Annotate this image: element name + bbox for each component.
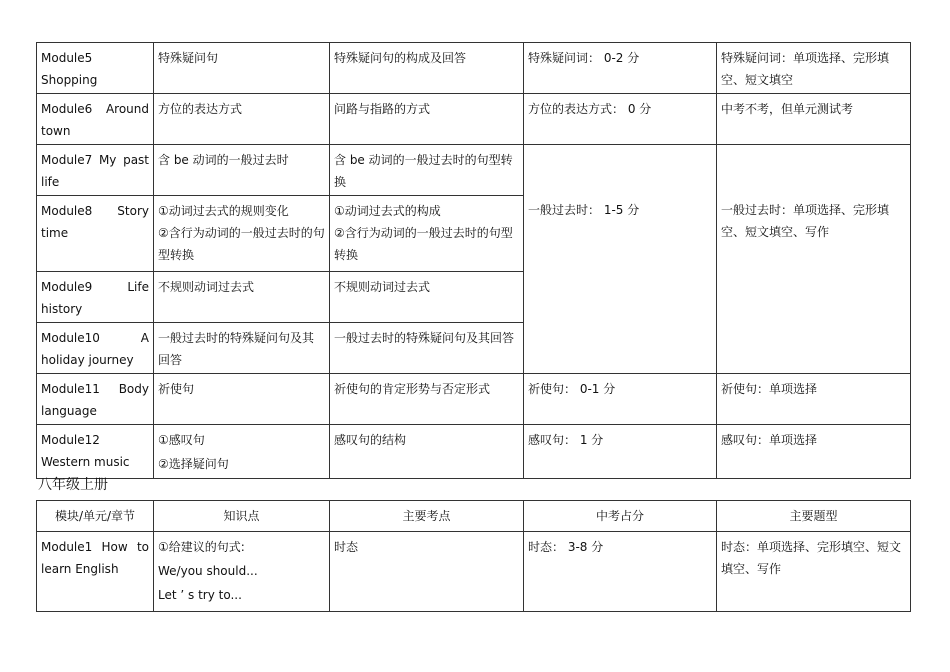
module-cell: Module9 Life history (37, 272, 154, 323)
knowledge-cell: 特殊疑问句 (154, 43, 330, 94)
exam-point-item: ②含行为动词的一般过去时的句型转换 (334, 226, 513, 262)
exam-points-cell: 特殊疑问句的构成及回答 (330, 43, 524, 94)
header-knowledge: 知识点 (154, 501, 330, 532)
table-row (37, 94, 911, 145)
score-cell: 祈使句： 0-1 分 (524, 374, 717, 425)
table-row (37, 532, 911, 612)
table-row (37, 145, 911, 196)
knowledge-item: Let ’ s try to... (158, 588, 242, 602)
exam-points-cell: 感叹句的结构 (330, 425, 524, 479)
exam-points-cell: 祈使句的肯定形势与否定形式 (330, 374, 524, 425)
table-row (37, 374, 911, 425)
module-cell: Module1 How to learn English (37, 532, 154, 612)
exam-point-item: ①动词过去式的构成 (334, 204, 441, 218)
knowledge-cell: 祈使句 (154, 374, 330, 425)
header-question-types: 主要题型 (717, 501, 911, 532)
knowledge-cell (154, 532, 330, 612)
module-cell: Module6 Around town (37, 94, 154, 145)
table-header-row (37, 501, 911, 532)
score-cell: 感叹句： 1 分 (524, 425, 717, 479)
exam-points-cell: 时态 (330, 532, 524, 612)
table-row (37, 43, 911, 94)
knowledge-cell: 含 be 动词的一般过去时 (154, 145, 330, 196)
module-cell: Module10 A holiday journey (37, 323, 154, 374)
knowledge-item: ①感叹句 (158, 433, 205, 447)
knowledge-cell: 不规则动词过去式 (154, 272, 330, 323)
question-types-cell: 时态：单项选择、完形填空、短文填空、写作 (717, 532, 911, 612)
knowledge-item: ②选择疑问句 (158, 457, 229, 471)
knowledge-cell (154, 196, 330, 272)
exam-points-cell: 问路与指路的方式 (330, 94, 524, 145)
score-cell: 时态： 3-8 分 (524, 532, 717, 612)
question-types-cell: 中考不考，但单元测试考 (717, 94, 911, 145)
exam-points-cell: 含 be 动词的一般过去时的句型转换 (330, 145, 524, 196)
module-cell: Module12 Western music (37, 425, 154, 479)
header-exam-points: 主要考点 (330, 501, 524, 532)
knowledge-cell (154, 425, 330, 479)
knowledge-cell: 方位的表达方式 (154, 94, 330, 145)
module-cell: Module5 Shopping (37, 43, 154, 94)
header-score: 中考占分 (524, 501, 717, 532)
module-cell: Module8 Story time (37, 196, 154, 272)
module-cell: Module7 My past life (37, 145, 154, 196)
header-module: 模块/单元/章节 (37, 501, 154, 532)
table-row (37, 425, 911, 479)
exam-points-cell: 一般过去时的特殊疑问句及其回答 (330, 323, 524, 374)
score-cell: 一般过去时： 1-5 分 (524, 145, 717, 374)
question-types-cell: 特殊疑问词：单项选择、完形填空、短文填空 (717, 43, 911, 94)
grade8-module-table (36, 500, 911, 612)
knowledge-item: ②含行为动词的一般过去时的句型转换 (158, 226, 325, 262)
question-types-cell: 祈使句：单项选择 (717, 374, 911, 425)
score-cell: 方位的表达方式： 0 分 (524, 94, 717, 145)
knowledge-item: ①动词过去式的规则变化 (158, 204, 289, 218)
knowledge-item: We/you should... (158, 564, 258, 578)
exam-points-cell: 不规则动词过去式 (330, 272, 524, 323)
question-types-cell: 一般过去时：单项选择、完形填空、短文填空、写作 (717, 145, 911, 374)
knowledge-item: ①给建议的句式: (158, 540, 245, 554)
score-cell: 特殊疑问词： 0-2 分 (524, 43, 717, 94)
section-title: 八年级上册 (38, 477, 108, 493)
exam-points-cell (330, 196, 524, 272)
module-cell: Module11 Body language (37, 374, 154, 425)
grade7-module-table (36, 42, 911, 479)
knowledge-cell: 一般过去时的特殊疑问句及其回答 (154, 323, 330, 374)
question-types-cell: 感叹句：单项选择 (717, 425, 911, 479)
